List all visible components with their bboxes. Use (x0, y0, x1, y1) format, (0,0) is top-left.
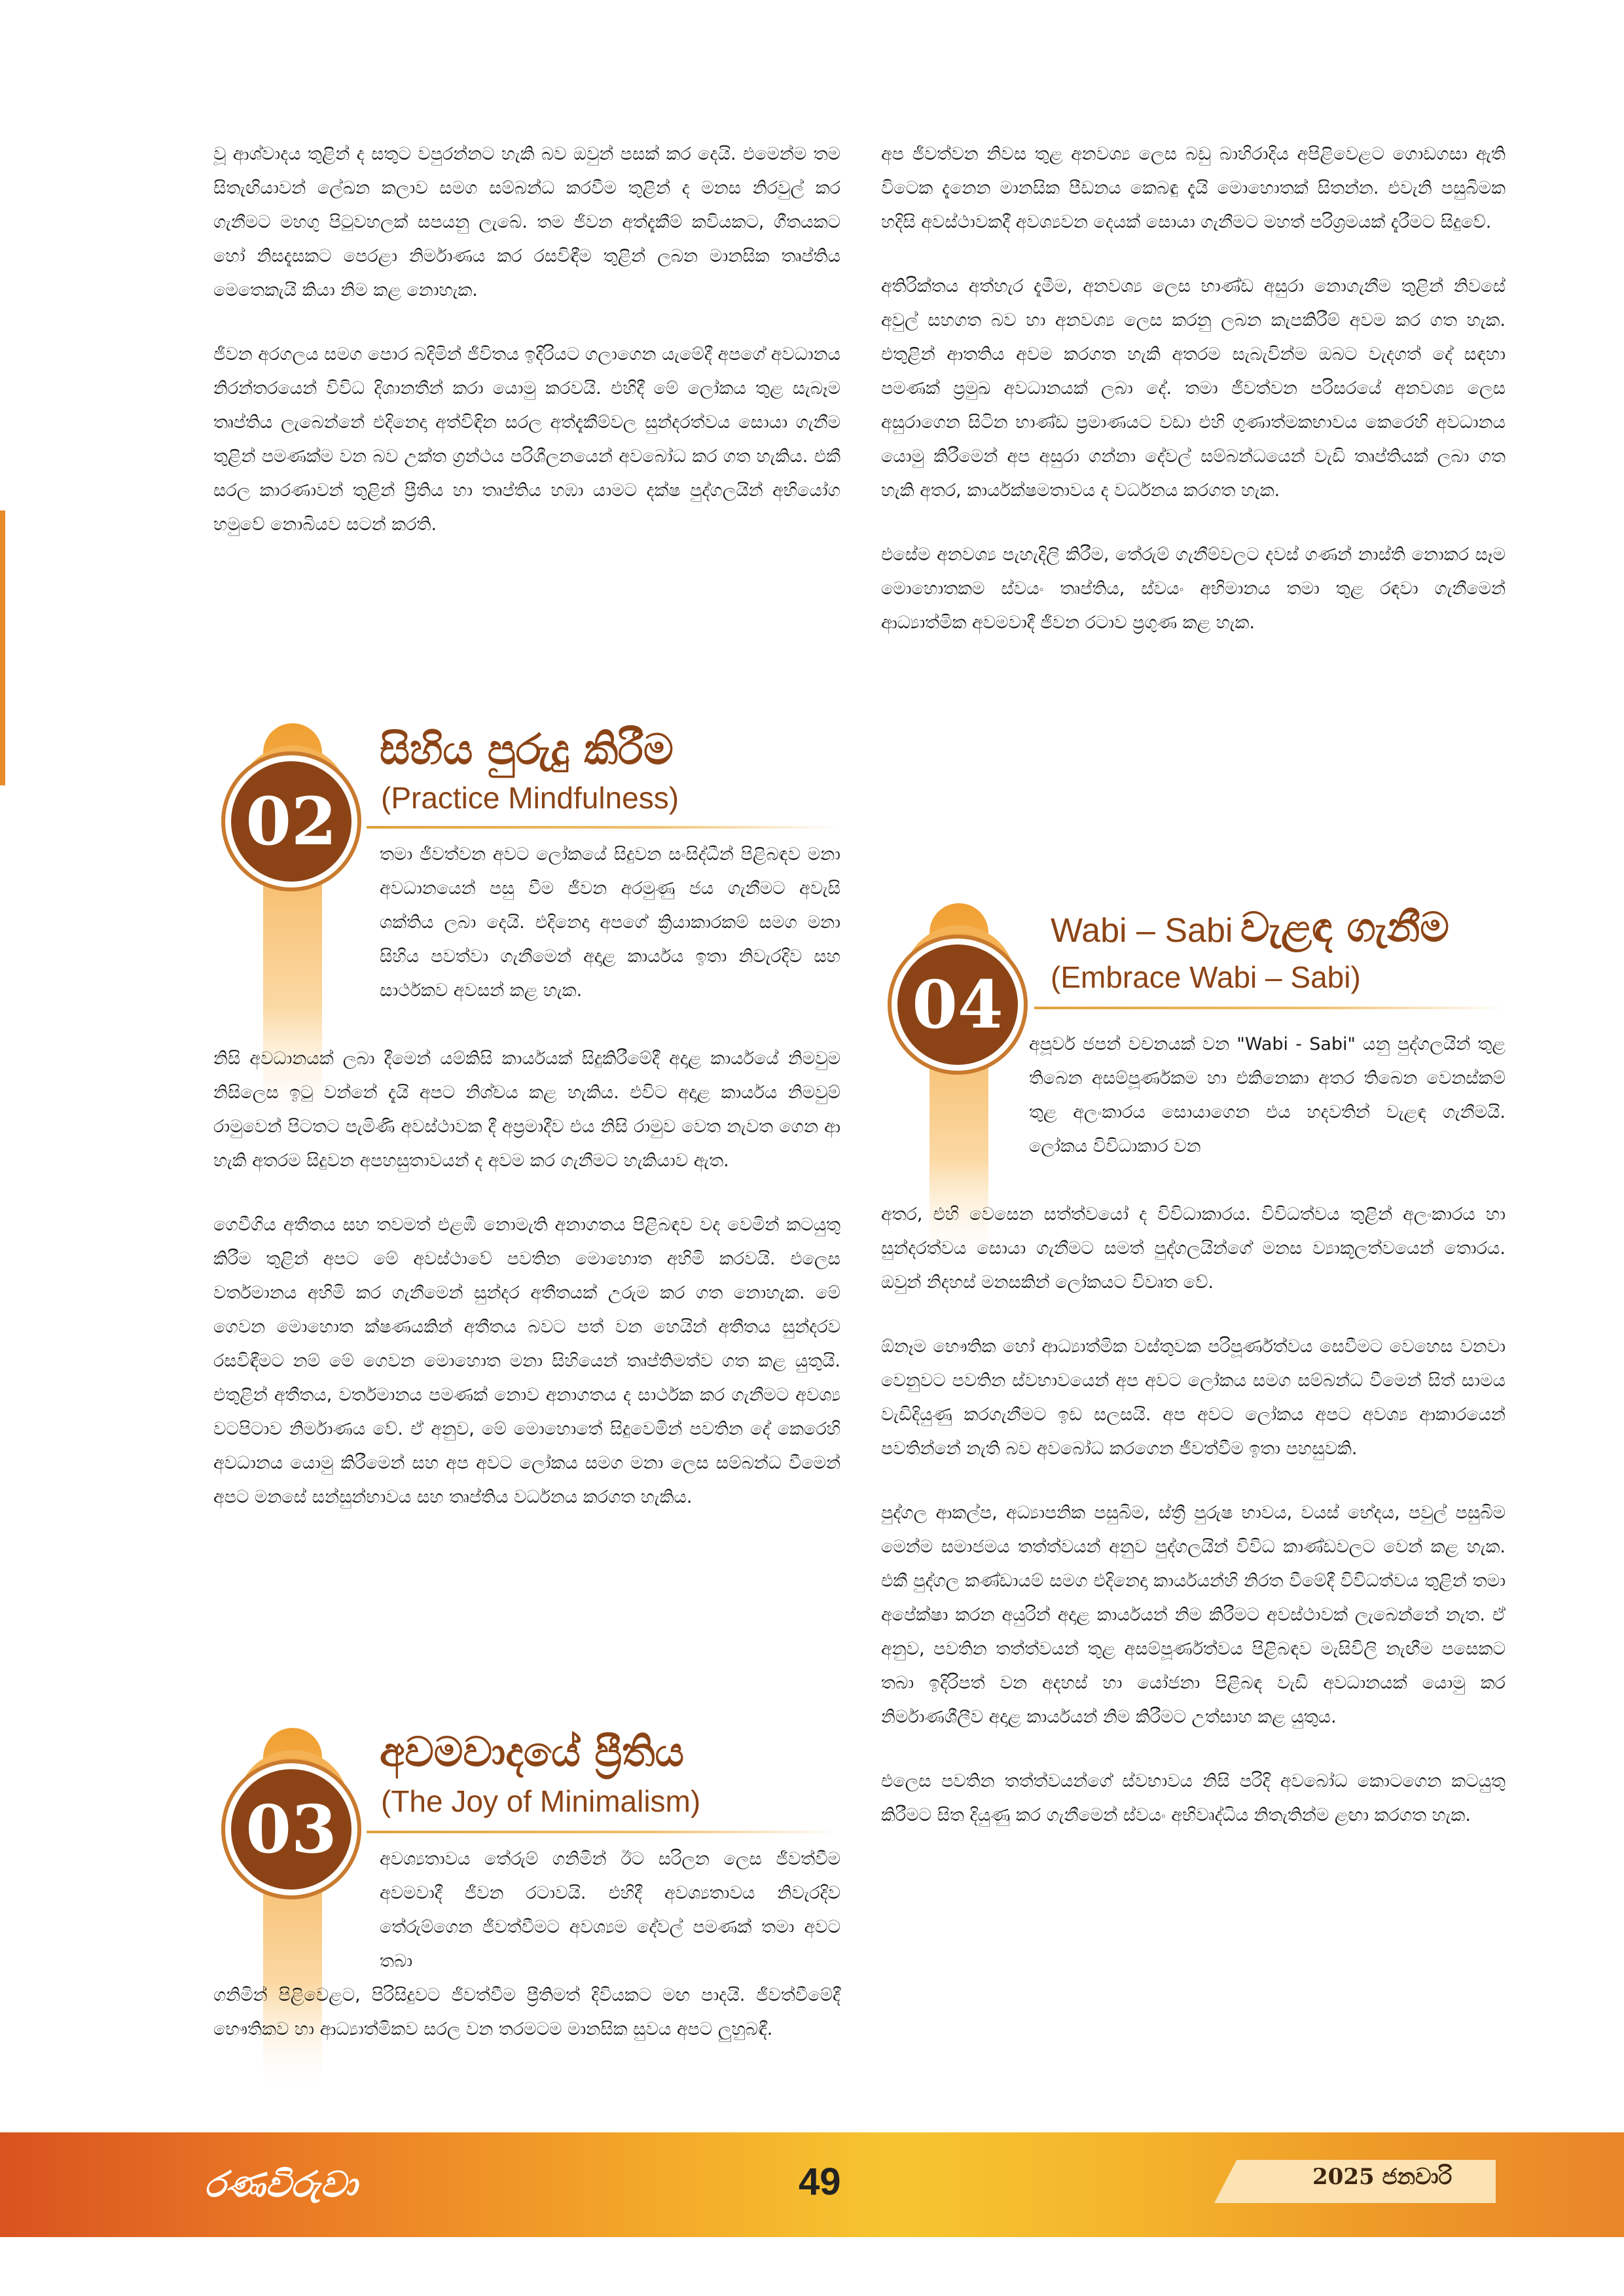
section-03-body (213, 1979, 840, 2047)
number-badge-graphic (216, 1715, 367, 2108)
right-column-intro (881, 137, 1506, 670)
section-02-wrap-text (380, 838, 840, 1008)
section-number: 03 (245, 1791, 337, 1868)
section-divider (367, 1831, 838, 1833)
section-subtitle: (The Joy of Minimalism) (381, 1784, 701, 1818)
magazine-brand: රණවිරුවා (204, 2163, 357, 2205)
paragraph: එසේම අනවශ්‍ය පැහැදිලි කිරීම, තේරුම් ගැනීම්වලට දවස් ගණන් නාස්ති නොකර සෑම මොහොතකම ස්වයං තෘප්තිය, ස්වයං අභිමානය තමා තුළ රඳවා ගැනීමෙන් ආධ්‍යාත්මික අවමවාදී ජීවන රටාව ප්‍රගුණ කළ හැක. (881, 545, 1506, 633)
section-title-english: Wabi – Sabi (1051, 912, 1233, 950)
section-title: වැළඳ ගැනීම (1240, 903, 1449, 951)
paragraph: තමා ජීවත්වන අවට ලෝකයේ සිදුවන සංසිද්ධීන් පිළිබඳව මනා අවධානයෙන් පසු වීම ජීවන අරමුණු ජය ගැනීමට අවැසි ශක්තිය ලබා දෙයි. එදිනෙදා අපගේ ක්‍රියාකාරකම් සමග මනා සිහිය පවත්වා ගැනීමෙන් අදාළ කාර්යය ඉතා නිවැරදිව සහ සාර්ථකව අවසන් කළ හැක. (380, 844, 840, 1001)
paragraph: ගනිමින් පිළිවෙළට, පිරිසිදුවට ජීවත්වීම ප්‍රීතිමත් දිවියකට මඟ පාදයි. ජීවත්වීමේදී භෞතිකව හා ආධ්‍යාත්මිකව සරල වන තරමටම මානසික සුවය අපට ලුහුබඳී. (213, 1985, 840, 2039)
paragraph: අවශ්‍යතාවය තේරුම් ගනිමින් ඊට සරිලන ලෙස ජීවත්වීම අවමවාදී ජීවන රටාවයි. එහිදී අවශ්‍යතාවය නිවැරදිව තේරුම්ගෙන ජීවත්වීමට අවශ්‍යම දේවල් පමණක් තමා අවට තබා (380, 1849, 840, 1971)
section-number: 04 (912, 966, 1003, 1043)
section-divider (367, 826, 838, 829)
paragraph: ගෙවීගිය අතීතය සහ තවමත් එළඹී නොමැති අනාගතය පිළිබඳව වද වෙමින් කටයුතු කිරීම තුළින් අපට මේ අවස්ථාවේ පවතින මොහොත අහිමි කරවයි. එලෙස වර්තමානය අහිමි කර ගැනීමෙන් සුන්දර අතීතයක් උරුම කර ගත නොහැක. මේ ගෙවන මොහොත ක්ෂණයකින් අතීතය බවට පත් වන හෙයින් අතීතය සුන්දරව රසවිඳීමට නම් මේ ගෙවන මොහොත මනා සිහියෙන් තෘප්තිමත්ව ගත කළ යුතුයි. එතුළින් අතීතය, වර්තමානය පමණක් නොව අනාගතය ද සාර්ථක කර ගැනීමට අවශ්‍ය වටපිටාව නිර්මාණය වේ. ඒ අනුව, මේ මොහොතේ සිදුවෙමින් පවතින දේ කෙරෙහි අවධානය යොමු කිරීමෙන් සහ අප අවට ලෝකය සමග මනා ලෙස සම්බන්ධ වීමෙන් අපට මනසේ සන්සුන්භාවය සහ තෘප්තිය වර්ධනය කරගත හැකිය. (213, 1215, 840, 1507)
paragraph: එලෙස පවතින තත්ත්වයන්ගේ ස්වභාවය නිසි පරිදි අවබෝධ කොටගෙන කටයුතු කිරීමට සිත දියුණු කර ගැනීමෙන් ස්වයං අභිවෘද්ධිය නිතැතින්ම ළඟා කරගත හැක. (881, 1771, 1506, 1825)
section-subtitle: (Practice Mindfulness) (381, 781, 679, 815)
issue-date: 2025 ජනවාරි (1312, 2164, 1453, 2190)
paragraph: පුද්ගල ආකල්ප, අධ්‍යාපනික පසුබිම, ස්ත්‍රී පුරුෂ භාවය, වයස් භේදය, පවුල් පසුබිම මෙන්ම සමාජමය තත්ත්වයන් අනුව පුද්ගලයින් විවිධ කාණ්ඩවලට වෙන් කළ හැක. එකී පුද්ගල කණ්ඩායම් සමග එදිනෙදා කාර්යයන්හි නිරත වීමේදී විවිධත්වය තුළින් තමා අපේක්ෂා කරන අයුරින් අදාළ කාර්යයන් නිම කිරීමට අවස්ථාවක් ලැබෙන්නේ නැත. ඒ අනුව, පවතින තත්ත්වයන් තුළ අසම්පූර්ණත්වය පිළිබඳව මැසිවිලි නැඟීම පසෙකට තබා ඉදිරිපත් වන අදහස් හා යෝජනා පිළිබඳ වැඩි අවධානයක් යොමු කර නිර්මාණශීලීව අදාළ කාර්යයන් නිම කිරීමට උත්සාහ කළ යුතුය. (881, 1503, 1506, 1727)
paragraph: අප ජීවත්වන නිවස තුළ අනවශ්‍ය ලෙස බඩු බාහිරාදිය අපිළිවෙළට ගොඩගසා ඇති විටෙක දැනෙන මානසික පීඩනය කෙබඳු දැයි මොහොතක් සිතන්න. එවැනි පසුබිමක හදිසි අවස්ථාවකදී අවශ්‍යවන දෙයක් සොයා ගැනීමට මහත් පරිශ්‍රමයක් දැරීමට සිදුවේ. (881, 144, 1506, 232)
left-edge-accent (0, 511, 5, 785)
section-04-body (881, 1198, 1506, 1833)
section-03-number-badge (216, 1715, 367, 2108)
paragraph: වූ ආශ්වාදය තුළින් ද සතුට වපුරන්නට හැකි බව ඔවුන් පසක් කර දෙයි. එමෙන්ම තම සිතැඟියාවන් ලේඛන කලාව සමග සම්බන්ධ කරවීම තුළින් ද මනස නිරවුල් කර ගැනීමට මහගු පිටුවහලක් සපයනු ලැබේ. තම ජීවන අත්දැකීම් කවියකට, ගීතයකට හෝ නිසදැසකට පෙරළා නිර්මාණය කර රසවිඳීම තුළින් ලබන මානසික තෘප්තිය මෙතෙකැයි කියා නිම කළ නොහැක. (213, 144, 840, 300)
section-divider (1034, 1007, 1506, 1009)
section-number: 02 (245, 783, 337, 860)
page-number: 49 (799, 2161, 841, 2203)
paragraph: අපූර්ව ජපන් වචනයක් වන "Wabi - Sabi" යනු පුද්ගලයින් තුළ තිබෙන අසම්පූර්ණකම හා එකිනෙකා අතර තිබෙන වෙනස්කම් තුළ අලංකාරය සොයාගෙන එය හදවතින් වැළඳ ගැනීමයි. ලෝකය විවිධාකාර වන (1029, 1034, 1506, 1157)
section-03-wrap-text (380, 1842, 840, 1979)
paragraph: අතර, එහි වෙසෙන සත්ත්වයෝ ද විවිධාකාරය. විවිධත්වය තුළින් අලංකාරය හා සුන්දරත්වය සොයා ගැනීමට සමත් පුද්ගලයින්ගේ මනස ව්‍යාකූලත්වයෙන් තොරය. ඔවුන් නිදහස් මනසකින් ලෝකයට විවෘත වේ. (881, 1204, 1506, 1293)
paragraph: නිසි අවධානයක් ලබා දීමෙන් යම්කිසි කාර්යයක් සිදුකිරීමේදී අදාළ කාර්යයේ නිමවුම නිසිලෙස ඉටු වන්නේ දැයි අපට නිශ්චය කළ හැකිය. එවිට අදාළ කාර්යය නිමවුම් රාමුවෙන් පිටතට පැමිණි අවස්ථාවක දී අප්‍රමාදීව එය නිසි රාමුව වෙත නැවත ගෙන ආ හැකි අතරම සිදුවන අපහසුතාවයන් ද අවම කර ගැනීමට හැකියාව ඇත. (213, 1049, 840, 1171)
paragraph: ජීවන අරගලය සමග පොර බදිමින් ජීවිතය ඉදිරියට ගලාගෙන යැමේදී අපගේ අවධානය නිරන්තරයෙන් විවිධ දිශානතීන් කරා යොමු කරවයි. එහිදී මේ ලෝකය තුළ සැබෑම තෘප්තිය ලැබෙන්නේ එදිනෙදා අත්විඳින සරල අත්දැකීම්වල සුන්දරත්වය සොයා ගැනීම තුළින් පමණක්ම වන බව උක්ත ග්‍රන්ථය පරිශීලනයෙන් අවබෝධ කර ගත හැකිය. එකී සරල කාරණාවන් තුළින් ප්‍රීතිය හා තෘප්තිය හඹා යාමට දක්ෂ පුද්ගලයින් අභියෝග හමුවේ නොබියව සටන් කරති. (213, 344, 840, 535)
paragraph: අතිරික්තය අත්හැර දැමීම, අනවශ්‍ය ලෙස භාණ්ඩ අසුරා නොගැනීම තුළින් නිවසේ අවුල් සහගත බව හා අනවශ්‍ය ලෙස කරනු ලබන කැපකිරීම් අවම කර ගත හැක. එතුළින් ආතතිය අවම කරගත හැකි අතරම සැබැවින්ම ඔබට වැදගත් දේ සඳහා පමණක් ප්‍රමුඛ අවධානයක් ලබා දේ. තමා ජීවත්වන පරිසරයේ අනවශ්‍ය ලෙස අසුරාගෙන සිටින භාණ්ඩ ප්‍රමාණයට වඩා එහි ගුණාත්මකභාවය කෙරෙහි අවධානය යොමු කිරීමෙන් අප අසුරා ගන්නා දේවල් සම්බන්ධයෙන් වැඩි තෘප්තියක් ලබා ගත හැකි අතර, කාර්යක්ෂමතාවය ද වර්ධනය කරගත හැක. (881, 276, 1506, 501)
paragraph: ඕනෑම භෞතික හෝ ආධ්‍යාත්මික වස්තුවක පරිපූර්ණත්වය සෙවීමට වෙහෙස වනවා වෙනුවට පවතින ස්වභාවයෙන් අප අවට ලෝකය සමග සම්බන්ධ වීමෙන් සිත් සාමය වැඩිදියුණු කරගැනීමට ඉඩ සලසයි. අප අවට ලෝකය අපට අවශ්‍ය ආකාරයෙන් පවතින්නේ නැති බව අවබෝධ කරගෙන ජීවත්වීම ඉතා පහසුවකි. (881, 1336, 1506, 1459)
section-title: අවමවාදයේ ප්‍රීතිය (380, 1728, 685, 1776)
section-04-wrap-text (1029, 1028, 1506, 1164)
section-02-body (213, 1042, 840, 1545)
section-title: සිහිය පුරුදු කිරීම (380, 725, 674, 774)
left-column-intro (213, 137, 840, 572)
section-subtitle: (Embrace Wabi – Sabi) (1051, 960, 1361, 994)
